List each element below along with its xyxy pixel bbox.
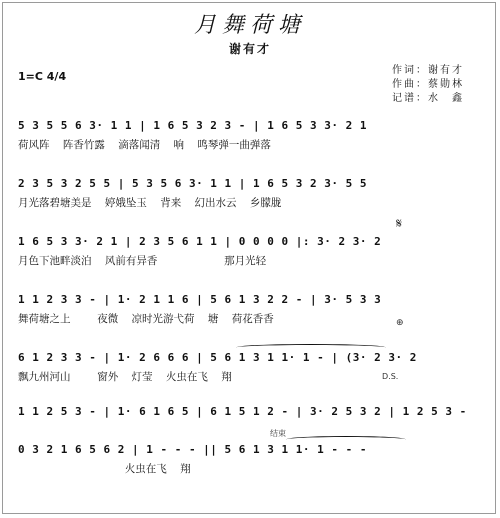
score-system-3 (0, 216, 500, 292)
coda-mark: ⊕ (396, 318, 404, 328)
lyric-line: 月色下池畔淡泊 风前有异香 那月光轻 (18, 255, 267, 267)
notation-line: 1 1 2 3 3 - | 1· 2 1 1 6 | 5 6 1 3 2 2 - | 3· 5 3 3 (18, 293, 382, 306)
score-system-2 (0, 176, 500, 234)
score-system-5 (0, 350, 500, 408)
notation-line: 5 3 5 5 6 3· 1 1 | 1 6 5 3 2 3 - | 1 6 5 3 3· 2 1 (18, 119, 368, 132)
transcriber-credit: 记谱：水 鑫 (392, 93, 464, 104)
notation-line: 1 1 2 5 3 - | 1· 6 1 6 5 | 6 1 5 1 2 - | 3· 2 5 3 2 | 1 2 5 3 - (18, 405, 467, 418)
da-segno-mark: D.S. (382, 372, 399, 381)
notation-line: 2 3 5 3 2 5 5 | 5 3 5 6 3· 1 1 | 1 6 5 3 2 3· 5 5 (18, 177, 368, 190)
composer-credit: 作曲：蔡勋林 (392, 79, 464, 90)
notation-line: 6 1 2 3 3 - | 1· 2 6 6 6 | 5 6 1 3 1 1· 1 - | (3· 2 3· 2 (18, 351, 417, 364)
lyric-line: 舞荷塘之上 夜微 凉时光游弋荷 塘 荷花香香 (18, 313, 274, 325)
notation-line: 0 3 2 1 6 5 6 2 | 1 - - - || 5 6 1 3 1 1· 1 - - - (18, 443, 368, 456)
lyricist-credit: 作词：谢有才 (392, 65, 464, 76)
lyric-line: 火虫在飞 翔 (18, 463, 191, 475)
score-system-7 (0, 442, 500, 500)
song-title: 月舞荷塘 (193, 13, 306, 38)
lyric-line: 月光落碧塘美是 婷娥坠玉 背来 幻出水云 乡朦胧 (18, 197, 282, 209)
credits-block (392, 64, 464, 106)
score-system-1 (0, 118, 500, 176)
key-signature: 1=C 4/4 (18, 70, 67, 83)
score-system-4 (0, 292, 500, 350)
lyric-line: 飘九州河山 窗外 灯莹 火虫在飞 翔 (18, 371, 232, 383)
singer-name: 谢有才 (228, 42, 271, 56)
segno-mark: 𝄋 (396, 216, 403, 232)
ending-label: 结束 (270, 429, 286, 438)
lyric-line: 荷风阵 阵香竹露 滴落闻清 响 鸣琴弹一曲弹落 (18, 139, 271, 151)
notation-line: 1 6 5 3 3· 2 1 | 2 3 5 6 1 1 | 0 0 0 0 |: 3· 2 3· 2 (18, 235, 382, 248)
